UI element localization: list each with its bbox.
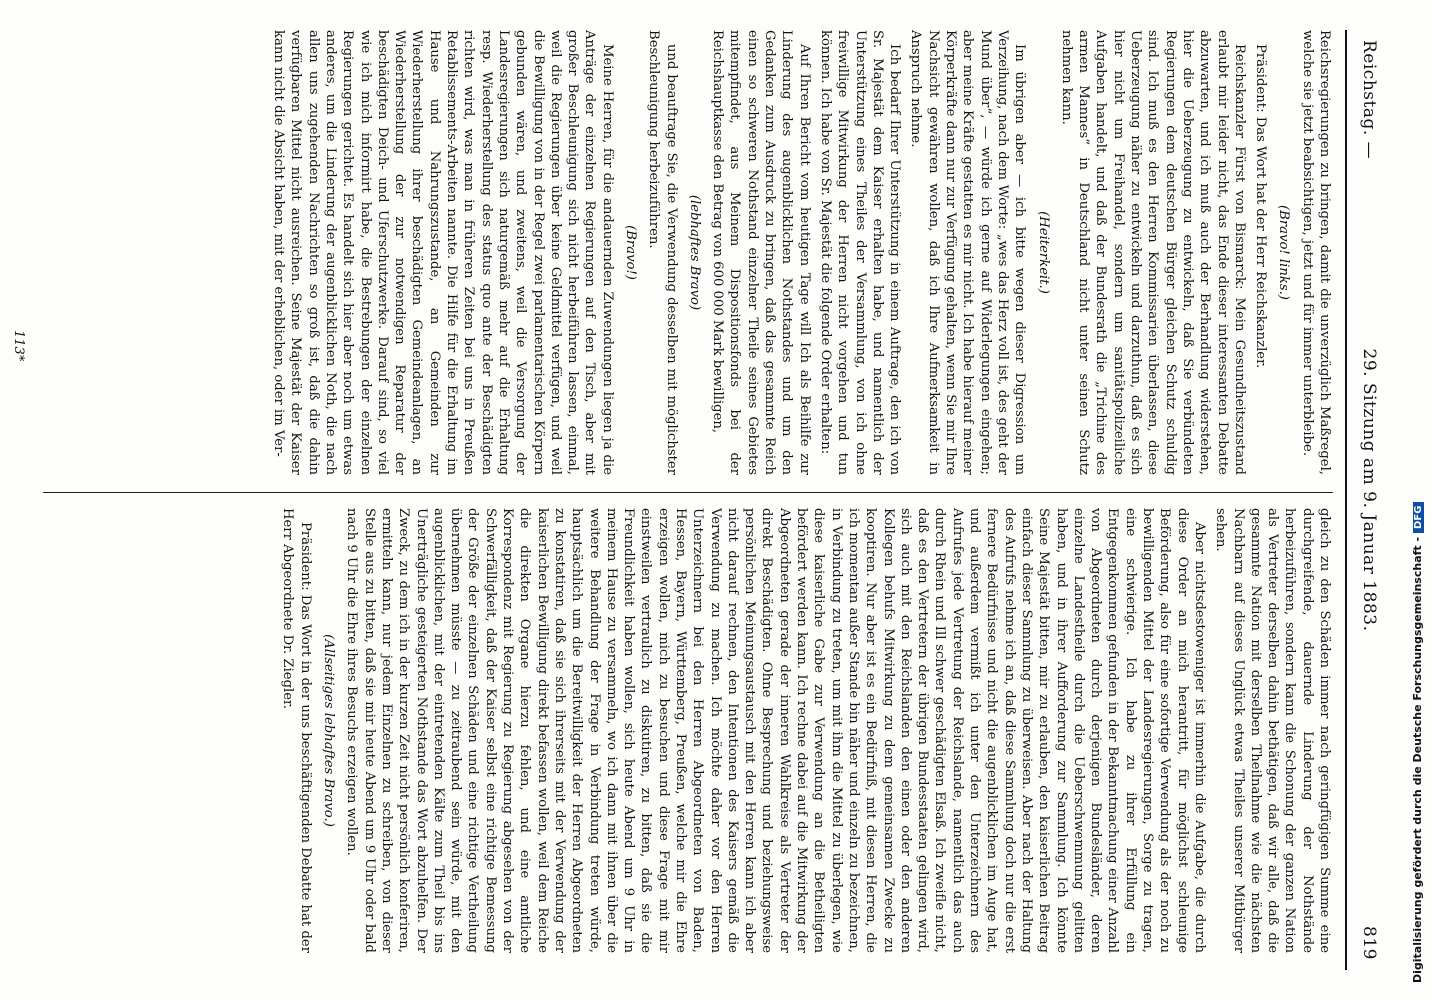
- interjection: (Heiterkeit.): [1035, 211, 1051, 294]
- header-rule: [1345, 30, 1347, 970]
- interjection: (Bravo!): [623, 225, 639, 280]
- dfg-badge: DFG: [1413, 502, 1424, 533]
- right-column: [35, 508, 1333, 953]
- signature-mark: 113*: [11, 330, 26, 362]
- digitization-credit: [1408, 8, 1430, 988]
- paragraph: Aber nichtsdestoweniger ist immerhin die Aufgabe, die durch diese Order an mich herantritt, für möglichst schleunige Beförderung, also für eine sofortige Verwendung als der noch zu bewilligenden Mittel der Landesregierungen, Sorge zu tragen, eine schwierige. Ich habe zu ihrer Erfüllung ein Entgegenkommen gefunden in der Bekanntmachung einer Anzahl von Abgeordneten durch derjenigen Bundesländer, deren einzelne Landestheile durch die Ueberschwemmung gelitten haben, und in ihrer Aufforderung zur Sammlung. Ich könnte Seine Majestät bitten, mir zu erlauben, den kaiserlichen Beitrag einfach dieser Sammlung zu überweisen. Aber nach der Haltung des Aufrufs nehme ich an, daß diese Sammlung doch nur die erst fernere Bedürfnisse und nicht die augenblicklichen im Auge hat, und außerdem vermißt ich unter den Unterzeichnern des Aufrufes jede Vertretung der Reichslande, namentlich das auch durch Rhein und Ill schwer geschädigten Elsaß. Ich zweifle nicht, daß es den Vertretern der übrigen Bundesstaaten gelingen wird, sich auch mit den Reichslanden den einen oder den anderen Kollegen behufs Mitwirkung zu dem gemeinsamen Zwecke zu kooptiren. Nur aber ist es ein Bedürfniß, mit diesen Herren, die ich momentan außer Stande bin näher und einzeln zu bezeichnen, in Verbindung zu treten, um mit ihm die Mittel zu überlegen, wie diese kaiserliche Gabe zur Verwendung an die Betheiligten befördert werden kann. Ich rechne dabei auf die Mitwirkung der Abgeordneten gerade der inneren Wahlkreise als Vertreter der direkt Beschädigten. Ohne Besprechung und beziehungsweise persönlichen Meinungsaustausch mit den Herren kann ich aber nicht darauf rechnen, den Intentionen des Kaisers gemäß die Verwendung zu machen. Ich möchte daher vor den Herren Unterzeichnern bei den Herren Abgeordneten von Baden, Hessen, Bayern, Württemberg, Preußen, welche mir die Ehre erzeigen wollen, mich zu besuchen und diese Frage mit mir einstweilen vertraulich zu diskutiren, zu bitten, daß sie die Freundlichkeit haben wollen, sich heute Abend um 9 Uhr in meinem Hause zu versammeln, wo ich dann mit ihnen über die weitere Behandlung der Frage in Verbindung treten würde, hauptsächlich um die Bereitwilligkeit der Herren Abgeordneten zu konstatiren, daß sie sich ihrerseits mit der Verwendung der kaiserlichen Bewilligung direkt befassen wollen, weil dem Reiche die direkten Organe hierzu fehlen, und eine amtliche Korrespondenz mit Regierung zu Regierung abgesehen von der Schwerfälligkeit, daß der Kaiser selbst eine richtige Bemessung der Größe der einzelnen Schäden und eine richtige Vertheilung übernehmen müsste — zu zeitraubend sein würde, mit den augenblicklichen, mit der eintretenden Kälte zum Theil bis ins Unerträgliche gesteigerten Nothstande das Wort abzuhelfen. Der Zweck, zu dem ich in der kurzen Zeit nicht persönlich konferiren, ermitteln kann, nur jedem Einzelnen zu schreiben, von dieser Stelle aus zu bitten, daß sie mir heute Abend um 9 Uhr oder bald nach 9 Uhr die Ehre ihres Besuchs erzeigen wollen.: [344, 508, 1207, 953]
- credit-text: Digitalisierung gefördert durch die Deutsche Forschungsgemeinschaft -: [1411, 536, 1424, 983]
- left-column: [35, 30, 1333, 475]
- header-left: Reichstag. —: [1359, 40, 1379, 160]
- page-number: 819: [1359, 926, 1379, 960]
- interjection: (Bravo! links.): [1276, 205, 1292, 300]
- paragraph: und beauftrage Sie, die Verwendung desselben mit möglichster Beschleunigung herbeizuführen.: [646, 30, 679, 475]
- paragraph: Reichsregierungen zu bringen, damit die unverzüglich Maßregel, welche sie jetzt beabsichtigen, jetzt und für immer unterbleibe.: [1299, 30, 1332, 475]
- interjection: (Allseitiges lebhaftes Bravo.): [321, 634, 337, 827]
- running-header: [1345, 30, 1385, 970]
- column-divider: [43, 492, 1333, 493]
- paragraph: Reichskanzler Fürst von Bismarck: Mein Gesundheitszustand erlaubt mir leider nicht, das Ende dieser interessanten Debatte abzuwarten, und ich muß auch der Berhandlung widerstehen, hier die Ueberzeugung zu entwickeln, daß Sie verbündeten Regierungen dem deutschen Bürger gleichen Schutz schuldig sind. Ich muß es den Herren Kommissarien überlassen, diese Ueberzeugung näher zu entwickeln und darzuthun, daß es sich hier nicht um Freihandel, sondern um sanitätspolizeiliche Aufgaben handelt, und daß der Bundesrath die „Trichine des armen Mannes“ in Deutschland nicht unter seinen Schutz nehmen kann.: [1058, 30, 1247, 475]
- paragraph: Präsident: Das Wort hat der Herr Reichskanzler.: [1253, 44, 1269, 369]
- rotated-document-page: [11, 30, 1385, 970]
- paragraph: Im übrigen aber — ich bitte wegen dieser Digression um Verzeihung, nach dem Worte: „wes das Herz voll ist, des geht der Mund über“, — würde ich gerne auf Widerlegungen eingehen; aber meine Kräfte gestatten es mir nicht. Ich habe hierauf meiner Körperkräfte dann nur zur Verfügung gehalten, wenn Sie mir Ihre Nachsicht gewähren wollen, daß ich Ihre Aufmerksamkeit in Anspruch nehme.: [908, 30, 1028, 475]
- paragraph: Ich bedarf Ihrer Unterstützung in einem Auftrage, den ich von Sr. Majestät dem Kaiser erhalten habe, und namentlich der Unterstützung eines Theiles der Versammlung, von ich ohne freiwillige Mitwirkung der Herren nicht vorgehen und tun können. Ich habe von Sr. Majestät die folgende Order erhalten:: [817, 30, 903, 475]
- paragraph: gleich zu den Schäden immer nach geringfügigen Summe eine durchgreifende, dauernde Linderung der Nothstände herbeizuführen, sondern kann die Schonung der ganzen Nation als Vertreter derselben dahin bethätigen, daß wir alle, daß die gesammte Nation mit derselben Theilnahme wie die nächsten Nachbarn auf dieses Unglück etwas Theiles unserer Mitbürger sehen.: [1213, 508, 1332, 953]
- paragraph: Präsident: Das Wort in der uns beschäftigenden Debatte hat der Herr Abgeordnete Dr. Ziegler.: [280, 508, 313, 953]
- paragraph: Meine Herren, für die andauernden Zuwendungen liegen ja die Anträge der einzelnen Regierungen auf den Tisch, aber mit großer Beschleunigung sich nicht herbeiführen lassen, einmal, weil die Regierungen über keine Geldmittel verfügen, und weil die Bewilligung von in der Regel zwei parlamentarischen Körpern gebunden wären, und zweitens, weil die Versorgung der Landesregierungen sich naturgemäß mehr auf die Erhaltung resp. Wiederherstellung des status quo ante der Beschädigten richten wird, was man in früheren Zeiten bei uns in Preußen Retablissements-Arbeiten nannte. Die Hilfe für die Erhaltung im Hause und Nahrungszustande, an Gemeinden zur Wiederherstellung ihrer beschädigten Gemeindeanlagen, an Wiederherstellung der zur notwendigen Reparatur der beschädigten Deich- und Uferschutzwerke. Darauf sind, so viel wie ich mich informirt habe, die Bestrebungen der einzelnen Regierungen gerichtet. Es handelt sich hier aber noch um etwas anderes, um die Linderung der augenblicklichen Noth, die nach allen uns zugehenden Nachrichten so groß ist, daß die dahin verfügbaren Mittel nicht ausreichen. Seine Majestät der Kaiser kann nicht die Absicht haben, mit der erheblichen, oder im Ver-: [271, 30, 615, 475]
- paragraph: Auf Ihren Bericht vom heutigen Tage will Ich als Beihilfe zur Linderung des augenblicklichen Nothstandes und um den Gedanken zum Ausdruck zu bringen, daß das gesammte Reich einen so schweren Nothstand einzelner Theile seines Gebietes mitempfindet, aus Meinem Dispositionsfonds bei der Reichshauptkasse den Betrag von 600 000 Mark bewilligen,: [710, 30, 812, 475]
- interjection: (lebhaftes Bravo): [686, 194, 702, 311]
- header-center: 29. Sitzung am 9. Januar 1883.: [1359, 348, 1379, 632]
